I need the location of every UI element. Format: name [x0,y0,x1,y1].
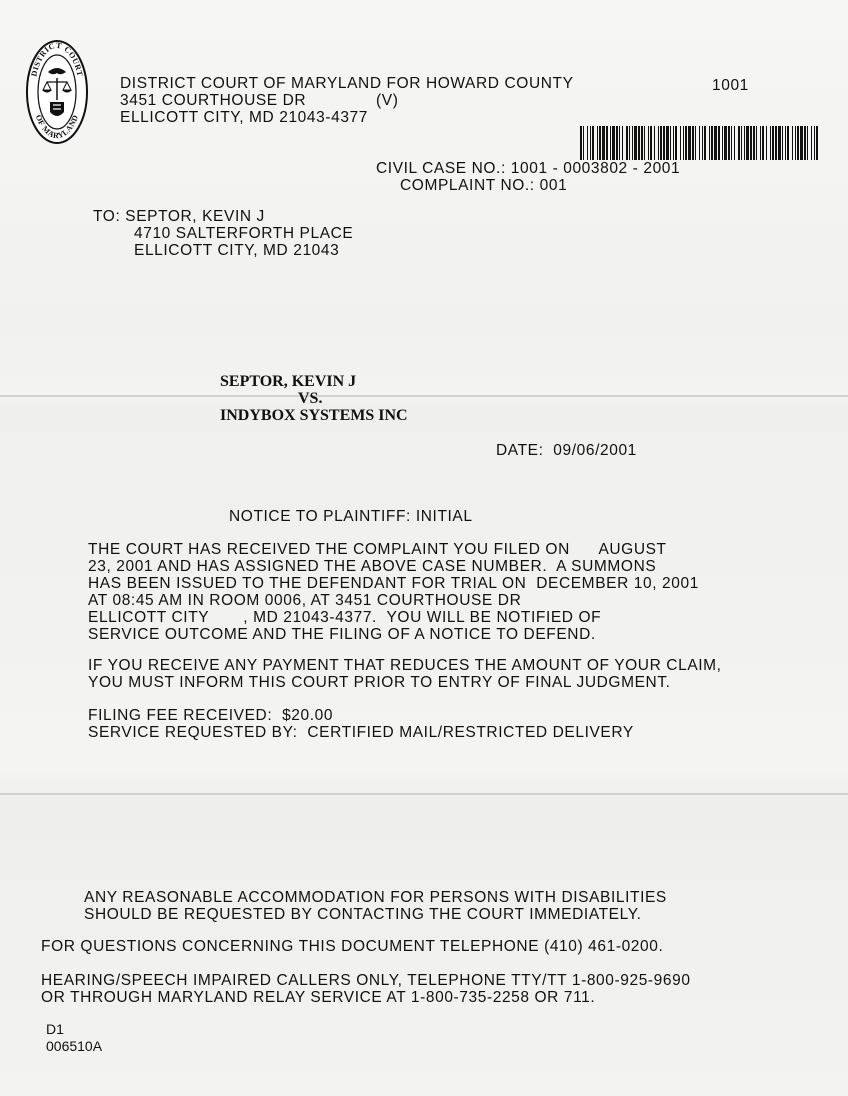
notice-date: DATE: 09/06/2001 [496,442,637,459]
fold-line-lower [0,793,848,795]
payment-line: IF YOU RECEIVE ANY PAYMENT THAT REDUCES THE AMOUNT OF YOUR CLAIM, [88,657,722,674]
court-address-code: (V) [376,92,399,109]
court-city: ELLICOTT CITY, MD 21043-4377 [120,109,368,126]
body-line: 23, 2001 AND HAS ASSIGNED THE ABOVE CASE NUMBER. A SUMMONS [88,558,657,575]
payment-line: YOU MUST INFORM THIS COURT PRIOR TO ENTRY OF FINAL JUDGMENT. [88,674,671,691]
fold-line-upper [0,395,848,397]
service-requested: SERVICE REQUESTED BY: CERTIFIED MAIL/RESTRICTED DELIVERY [88,724,634,741]
recipient-city: ELLICOTT CITY, MD 21043 [134,242,340,259]
payment-notice [88,657,722,691]
footer-code-1: D1 [46,1021,64,1037]
body-line: ELLICOTT CITY , MD 21043-4377. YOU WILL BE NOTIFIED OF [88,609,602,626]
versus-label: VS. [298,390,323,407]
notice-title: NOTICE TO PLAINTIFF: INITIAL [229,508,473,525]
body-line: SERVICE OUTCOME AND THE FILING OF A NOTICE TO DEFEND. [88,626,596,643]
recipient-street: 4710 SALTERFORTH PLACE [134,225,354,242]
defendant-name: INDYBOX SYSTEMS INC [220,407,408,424]
complaint-number: COMPLAINT NO.: 001 [400,177,568,194]
plaintiff-name: SEPTOR, KEVIN J [220,373,357,390]
body-line: HAS BEEN ISSUED TO THE DEFENDANT FOR TRIAL ON DECEMBER 10, 2001 [88,575,699,592]
court-seal-logo [26,40,88,144]
tty-line: HEARING/SPEECH IMPAIRED CALLERS ONLY, TELEPHONE TTY/TT 1-800-925-9690 [41,972,691,989]
tty-line: OR THROUGH MARYLAND RELAY SERVICE AT 1-800-735-2258 OR 711. [41,989,596,1006]
accommodation-notice [84,889,667,923]
tty-notice [41,972,691,1006]
accommodation-line: SHOULD BE REQUESTED BY CONTACTING THE COURT IMMEDIATELY. [84,906,642,923]
civil-case-number: CIVIL CASE NO.: 1001 - 0003802 - 2001 [376,160,681,177]
notice-body [88,541,699,643]
footer-code-2: 006510A [46,1038,103,1054]
recipient-to-line: TO: SEPTOR, KEVIN J [93,208,265,225]
filing-fee: FILING FEE RECEIVED: $20.00 [88,707,334,724]
svg-text:OF MARYLAND: OF MARYLAND [33,113,81,141]
court-code: 1001 [712,77,749,94]
body-line: THE COURT HAS RECEIVED THE COMPLAINT YOU FILED ON AUGUST [88,541,667,558]
svg-text:DISTRICT COURT: DISTRICT COURT [29,40,85,78]
barcode [580,126,820,160]
court-name: DISTRICT COURT OF MARYLAND FOR HOWARD COUNTY [120,75,574,92]
questions-telephone: FOR QUESTIONS CONCERNING THIS DOCUMENT TELEPHONE (410) 461-0200. [41,938,664,955]
body-line: AT 08:45 AM IN ROOM 0006, AT 3451 COURTHOUSE DR [88,592,522,609]
court-address: 3451 COURTHOUSE DR [120,92,307,109]
accommodation-line: ANY REASONABLE ACCOMMODATION FOR PERSONS WITH DISABILITIES [84,889,667,906]
